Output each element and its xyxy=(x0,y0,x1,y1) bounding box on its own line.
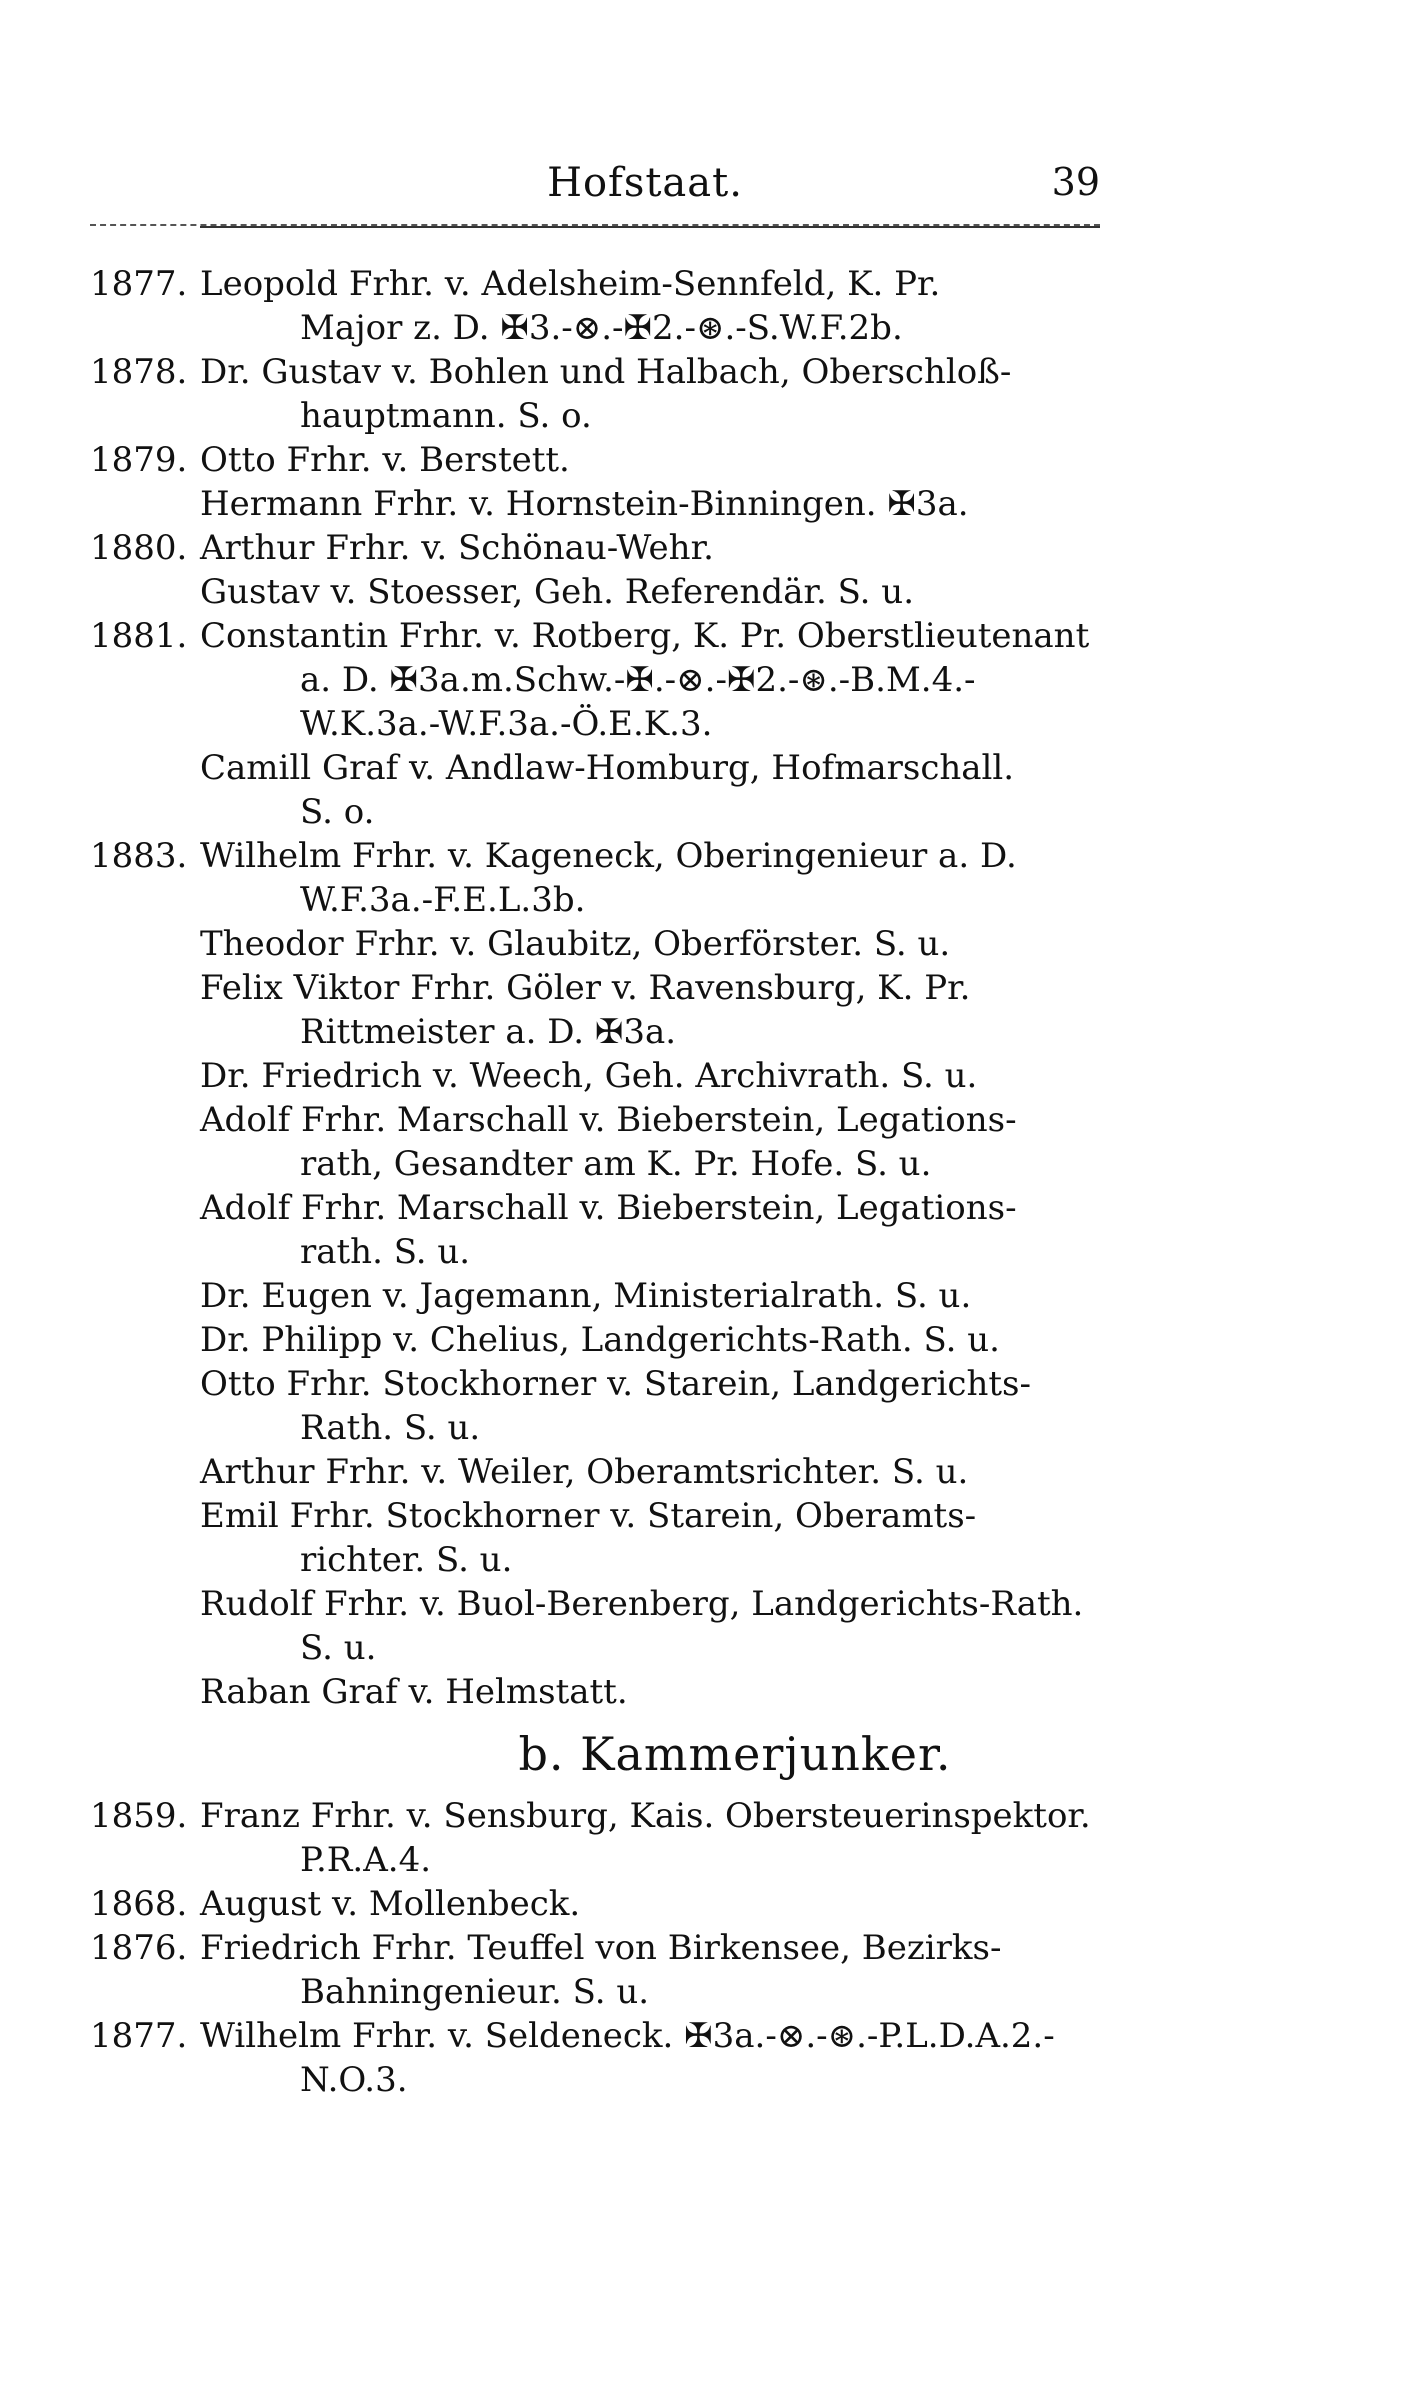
entry-year: 1877. xyxy=(90,2016,188,2056)
page-title: Hofstaat. xyxy=(547,160,743,206)
list-entry-line xyxy=(0,1230,1420,1274)
entry-text: Hermann Frhr. v. Hornstein-Binningen. ✠3a. xyxy=(200,484,969,524)
entry-text: S. u. xyxy=(300,1628,377,1668)
entry-text: hauptmann. S. o. xyxy=(300,396,592,436)
entry-text: Raban Graf v. Helmstatt. xyxy=(200,1672,628,1712)
list-entry-line xyxy=(0,1970,1420,2014)
list-entry-line xyxy=(0,570,1420,614)
list-entry-line xyxy=(0,1362,1420,1406)
entry-text: Friedrich Frhr. Teuffel von Birkensee, Bezirks- xyxy=(200,1928,1002,1968)
entry-text: Theodor Frhr. v. Glaubitz, Oberförster. S. u. xyxy=(200,924,951,964)
entry-text: rath. S. u. xyxy=(300,1232,471,1272)
entry-text: Dr. Philipp v. Chelius, Landgerichts-Rath. S. u. xyxy=(200,1320,1000,1360)
list-entry-line xyxy=(0,1582,1420,1626)
entry-year: 1881. xyxy=(90,616,188,656)
entry-text: Arthur Frhr. v. Weiler, Oberamtsrichter. S. u. xyxy=(200,1452,969,1492)
list-entry-line xyxy=(0,1274,1420,1318)
entry-text: Otto Frhr. v. Berstett. xyxy=(200,440,570,480)
list-entry-line xyxy=(0,2014,1420,2058)
list-entry-line xyxy=(0,1670,1420,1714)
list-entry-line xyxy=(0,614,1420,658)
entry-year: 1877. xyxy=(90,264,188,304)
list-entry-line xyxy=(0,746,1420,790)
entry-text: Gustav v. Stoesser, Geh. Referendär. S. u. xyxy=(200,572,914,612)
list-entry-line xyxy=(0,482,1420,526)
entry-text: Dr. Friedrich v. Weech, Geh. Archivrath. S. u. xyxy=(200,1056,978,1096)
entry-text: richter. S. u. xyxy=(300,1540,513,1580)
running-head xyxy=(190,160,1100,210)
list-entry-line xyxy=(0,2058,1420,2102)
entry-text: Wilhelm Frhr. v. Seldeneck. ✠3a.-⊗.-⊛.-P.L.D.A.2.- xyxy=(200,2016,1055,2056)
list-entry-line xyxy=(0,1406,1420,1450)
list-entry-line xyxy=(0,1794,1420,1838)
entry-year: 1880. xyxy=(90,528,188,568)
header-rule xyxy=(200,226,1100,228)
chamberlain-list xyxy=(0,262,1420,1714)
entry-year: 1859. xyxy=(90,1796,188,1836)
entries-list xyxy=(0,262,1420,2102)
entry-text: Arthur Frhr. v. Schönau-Wehr. xyxy=(200,528,714,568)
kammerjunker-list xyxy=(0,1794,1420,2102)
entry-text: Rittmeister a. D. ✠3a. xyxy=(300,1012,677,1052)
entry-text: Felix Viktor Frhr. Göler v. Ravensburg, K. Pr. xyxy=(200,968,971,1008)
list-entry-line xyxy=(0,658,1420,702)
entry-text: Rudolf Frhr. v. Buol-Berenberg, Landgerichts-Rath. xyxy=(200,1584,1084,1624)
entry-text: Bahningenieur. S. u. xyxy=(300,1972,650,2012)
entry-text: Adolf Frhr. Marschall v. Bieberstein, Legations- xyxy=(200,1100,1017,1140)
list-entry-line xyxy=(0,1626,1420,1670)
entry-text: Emil Frhr. Stockhorner v. Starein, Oberamts- xyxy=(200,1496,977,1536)
entry-text: Dr. Gustav v. Bohlen und Halbach, Oberschloß- xyxy=(200,352,1012,392)
list-entry-line xyxy=(0,306,1420,350)
entry-year: 1878. xyxy=(90,352,188,392)
entry-year: 1868. xyxy=(90,1884,188,1924)
entry-text: Franz Frhr. v. Sensburg, Kais. Obersteuerinspektor. xyxy=(200,1796,1091,1836)
entry-year: 1879. xyxy=(90,440,188,480)
list-entry-line xyxy=(0,394,1420,438)
list-entry-line xyxy=(0,350,1420,394)
entry-year: 1876. xyxy=(90,1928,188,1968)
list-entry-line xyxy=(0,790,1420,834)
entry-text: rath, Gesandter am K. Pr. Hofe. S. u. xyxy=(300,1144,932,1184)
list-entry-line xyxy=(0,526,1420,570)
list-entry-line xyxy=(0,1538,1420,1582)
entry-text: Rath. S. u. xyxy=(300,1408,481,1448)
entry-text: Dr. Eugen v. Jagemann, Ministerialrath. S. u. xyxy=(200,1276,972,1316)
list-entry-line xyxy=(0,1054,1420,1098)
section-heading: b. Kammerjunker. xyxy=(518,1727,952,1781)
entry-text: N.O.3. xyxy=(300,2060,408,2100)
list-entry-line xyxy=(0,834,1420,878)
list-entry-line xyxy=(0,1318,1420,1362)
entry-text: S. o. xyxy=(300,792,375,832)
list-entry-line xyxy=(0,262,1420,306)
list-entry-line xyxy=(0,1010,1420,1054)
list-entry-line xyxy=(0,1450,1420,1494)
entry-text: Wilhelm Frhr. v. Kageneck, Oberingenieur a. D. xyxy=(200,836,1017,876)
list-entry-line xyxy=(0,878,1420,922)
entry-text: W.F.3a.-F.E.L.3b. xyxy=(300,880,586,920)
entry-text: a. D. ✠3a.m.Schw.-✠.-⊗.-✠2.-⊛.-B.M.4.- xyxy=(300,660,976,700)
list-entry-line xyxy=(0,1186,1420,1230)
list-entry-line xyxy=(0,438,1420,482)
entry-text: Camill Graf v. Andlaw-Homburg, Hofmarschall. xyxy=(200,748,1015,788)
entry-text: Leopold Frhr. v. Adelsheim-Sennfeld, K. Pr. xyxy=(200,264,941,304)
page-number: 39 xyxy=(1051,160,1100,204)
list-entry-line xyxy=(0,1098,1420,1142)
list-entry-line xyxy=(0,702,1420,746)
entry-text: W.K.3a.-W.F.3a.-Ö.E.K.3. xyxy=(300,704,713,744)
list-entry-line xyxy=(0,1926,1420,1970)
list-entry-line xyxy=(0,966,1420,1010)
list-entry-line xyxy=(0,1142,1420,1186)
entry-text: Adolf Frhr. Marschall v. Bieberstein, Legations- xyxy=(200,1188,1017,1228)
entry-year: 1883. xyxy=(90,836,188,876)
entry-text: August v. Mollenbeck. xyxy=(200,1884,581,1924)
list-entry-line xyxy=(0,1494,1420,1538)
entry-text: Major z. D. ✠3.-⊗.-✠2.-⊛.-S.W.F.2b. xyxy=(300,308,903,348)
entry-text: Constantin Frhr. v. Rotberg, K. Pr. Oberstlieutenant xyxy=(200,616,1090,656)
list-entry-line xyxy=(0,922,1420,966)
list-entry-line xyxy=(0,1882,1420,1926)
entry-text: P.R.A.4. xyxy=(300,1840,432,1880)
list-entry-line xyxy=(0,1838,1420,1882)
entry-text: Otto Frhr. Stockhorner v. Starein, Landgerichts- xyxy=(200,1364,1031,1404)
